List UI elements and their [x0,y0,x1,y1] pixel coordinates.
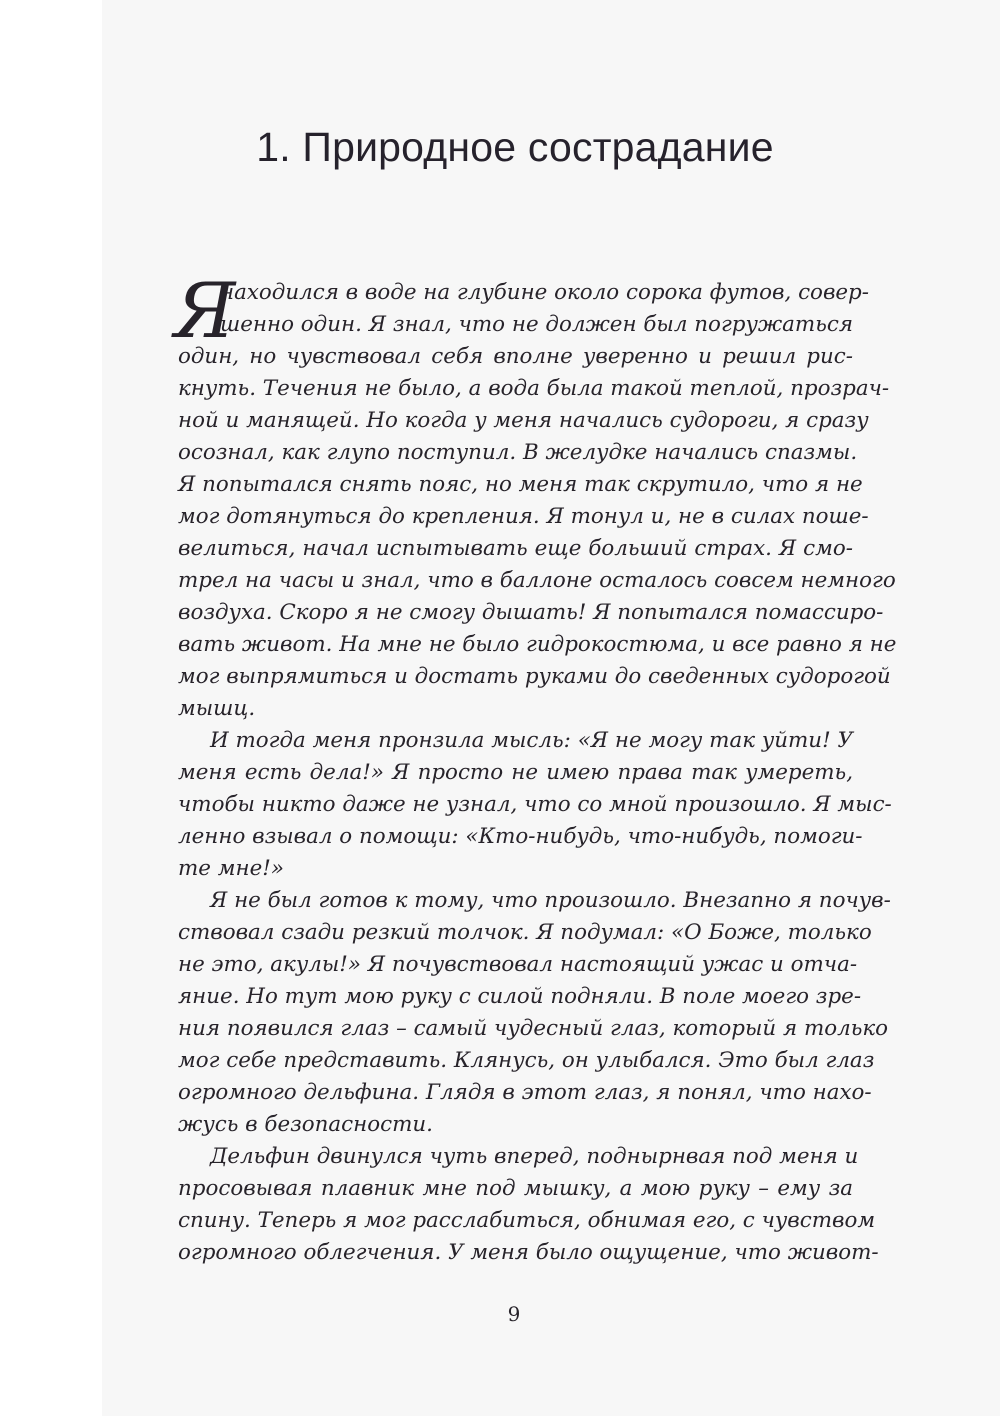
text-line: не это, акулы!» Я почувствовал настоящий ужас и отча- [178,952,858,977]
text-line: велиться, начал испытывать еще больший страх. Я смо- [178,536,853,561]
body-text [174,266,897,1269]
text-line: мог дотянуться до крепления. Я тонул и, не в силах поше- [178,504,869,529]
text-line: ствовал сзади резкий толчок. Я подумал: «О Боже, только [178,920,872,945]
text-line: спину. Теперь я мог расслабиться, обнимая его, с чувством [178,1208,876,1233]
text-line: ленно взывал о помощи: «Кто-нибудь, что-нибудь, помоги- [178,824,863,849]
drop-cap: Я [174,266,236,355]
text-line: трел на часы и знал, что в баллоне осталось совсем немного [178,568,896,593]
text-line: находился в воде на глубине около сорока футов, совер- [220,280,869,305]
page-margin [0,0,102,1416]
text-line: мог себе представить. Клянусь, он улыбался. Это был глаз [178,1048,875,1073]
text-line: Я попытался снять пояс, но меня так скрутило, что я не [178,472,863,497]
text-line: Я не был готов к тому, что произошло. Внезапно я почув- [210,888,891,913]
text-line: воздуха. Скоро я не смогу дышать! Я попытался помассиро- [178,600,884,625]
text-line: ной и манящей. Но когда у меня начались судороги, я сразу [178,408,869,433]
text-line: шенно один. Я знал, что не должен был погружаться [220,312,853,337]
text-line: просовывая плавник мне под мышку, а мою руку – ему за [178,1176,853,1201]
text-line: те мне!» [178,856,284,881]
page-number: 9 [507,1302,521,1326]
text-line: меня есть дела!» Я просто не имею права так умереть, [178,760,853,785]
text-line: мог выпрямиться и достать руками до сведенных судорогой [178,664,891,689]
text-line: жусь в безопасности. [178,1112,433,1137]
text-line: огромного облегчения. У меня было ощущение, что живот- [178,1240,879,1265]
text-line: один, но чувствовал себя вполне уверенно и решил рис- [178,344,853,369]
text-line: И тогда меня пронзила мысль: «Я не могу так уйти! У [210,728,853,753]
text-line: мышц. [178,696,256,721]
text-line: вать живот. На мне не было гидрокостюма, и все равно я не [178,632,897,657]
text-line: кнуть. Течения не было, а вода была такой теплой, прозрач- [178,376,890,401]
text-line: чтобы никто даже не узнал, что со мной произошло. Я мыс- [178,792,892,817]
chapter-title: 1. Природное сострадание [256,124,774,170]
text-line: огромного дельфина. Глядя в этот глаз, я понял, что нахо- [178,1080,872,1105]
text-line: ния появился глаз – самый чудесный глаз, который я только [178,1016,889,1041]
text-line: осознал, как глупо поступил. В желудке начались спазмы. [178,440,858,465]
text-line: яние. Но тут мою руку с силой подняли. В поле моего зре- [178,984,862,1009]
text-line: Дельфин двинулся чуть вперед, поднырнвая под меня и [210,1144,859,1169]
